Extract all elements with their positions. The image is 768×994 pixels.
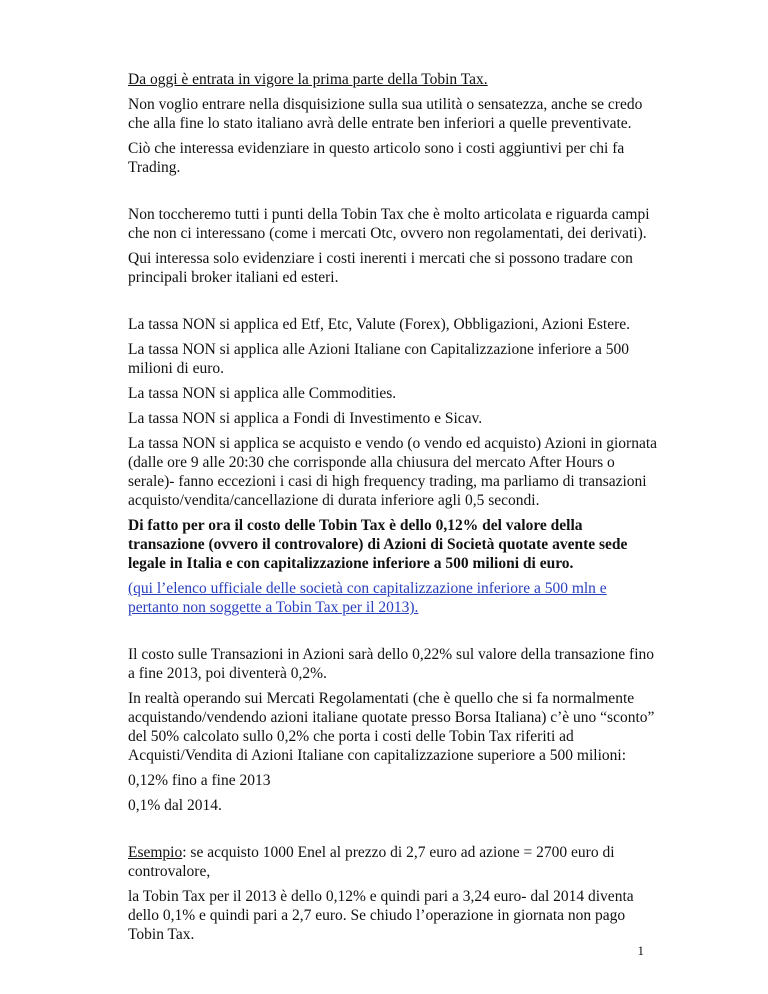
paragraph: La tassa NON si applica a Fondi di Investimento e Sicav. <box>128 410 483 427</box>
paragraph: La tassa NON si applica se acquisto e vendo (o vendo ed acquisto) Azioni in giornata (dalle ore 9 alle 20:30 che corrisponde alla chiusura del mercato After Hours o serale)- fanno eccezioni i casi di high frequency trading, ma parliamo di transazioni acquisto/vendita/cancellazione di durata inferiore agli 0,5 secondi. <box>128 435 658 509</box>
example-paragraph <box>128 843 658 881</box>
paragraph: la Tobin Tax per il 2013 è dello 0,12% e quindi pari a 3,24 euro- dal 2014 diventa dello 0,1% e quindi pari a 2,7 euro. Se chiudo l’operazione in giornata non pago Tobin Tax. <box>128 888 634 943</box>
example-text: : se acquisto 1000 Enel al prezzo di 2,7 euro ad azione = 2700 euro di controvalore, <box>128 844 615 880</box>
paragraph: Il costo sulle Transazioni in Azioni sarà dello 0,22% sul valore della transazione fino a fine 2013, poi diventerà 0,2%. <box>128 646 655 682</box>
spacer <box>128 623 658 645</box>
paragraph: La tassa NON si applica alle Commodities. <box>128 385 397 402</box>
paragraph: Qui interessa solo evidenziare i costi inerenti i mercati che si possono tradare con principali broker italiani ed esteri. <box>128 250 633 286</box>
paragraph: In realtà operando sui Mercati Regolamentati (che è quello che si fa normalmente acquistando/vendendo azioni italiane quotate presso Borsa Italiana) c’è uno “sconto” del 50% calcolato sullo 0,2% che porta i costi delle Tobin Tax riferiti ad Acquisti/Vendita di Azioni Italiane con capitalizzazione superiore a 500 milioni: <box>128 690 655 764</box>
paragraph: Non voglio entrare nella disquisizione sulla sua utilità o sensatezza, anche se credo che alla fine lo stato italiano avrà delle entrate ben inferiori a quelle preventivate. <box>128 96 643 132</box>
paragraph: Ciò che interessa evidenziare in questo articolo sono i costi aggiuntivi per chi fa Trading. <box>128 140 625 176</box>
spacer <box>128 183 658 205</box>
paragraph: 0,1% dal 2014. <box>128 797 222 814</box>
spacer <box>128 293 658 315</box>
paragraph: 0,12% fino a fine 2013 <box>128 772 271 789</box>
paragraph: Non toccheremo tutti i punti della Tobin Tax che è molto articolata e riguarda campi che non ci interessano (come i mercati Otc, ovvero non regolamentati, dei derivati). <box>128 206 650 242</box>
bold-paragraph: Di fatto per ora il costo delle Tobin Tax è dello 0,12% del valore della transazione (ovvero il controvalore) di Azioni di Società quotate avente sede legale in Italia e con capitalizzazione inferiore a 500 milioni di euro. <box>128 517 628 572</box>
societies-list-link[interactable]: (qui l’elenco ufficiale delle società con capitalizzazione inferiore a 500 mln e pertanto non soggette a Tobin Tax per il 2013). <box>128 580 607 616</box>
page-number: 1 <box>637 943 644 958</box>
document-title: Da oggi è entrata in vigore la prima parte della Tobin Tax. <box>128 71 488 88</box>
paragraph: La tassa NON si applica alle Azioni Italiane con Capitalizzazione inferiore a 500 milioni di euro. <box>128 341 629 377</box>
spacer <box>128 821 658 843</box>
example-label: Esempio <box>128 844 183 861</box>
document-body <box>128 70 658 950</box>
link-paragraph <box>128 579 658 617</box>
paragraph: La tassa NON si applica ed Etf, Etc, Valute (Forex), Obbligazioni, Azioni Estere. <box>128 316 631 333</box>
